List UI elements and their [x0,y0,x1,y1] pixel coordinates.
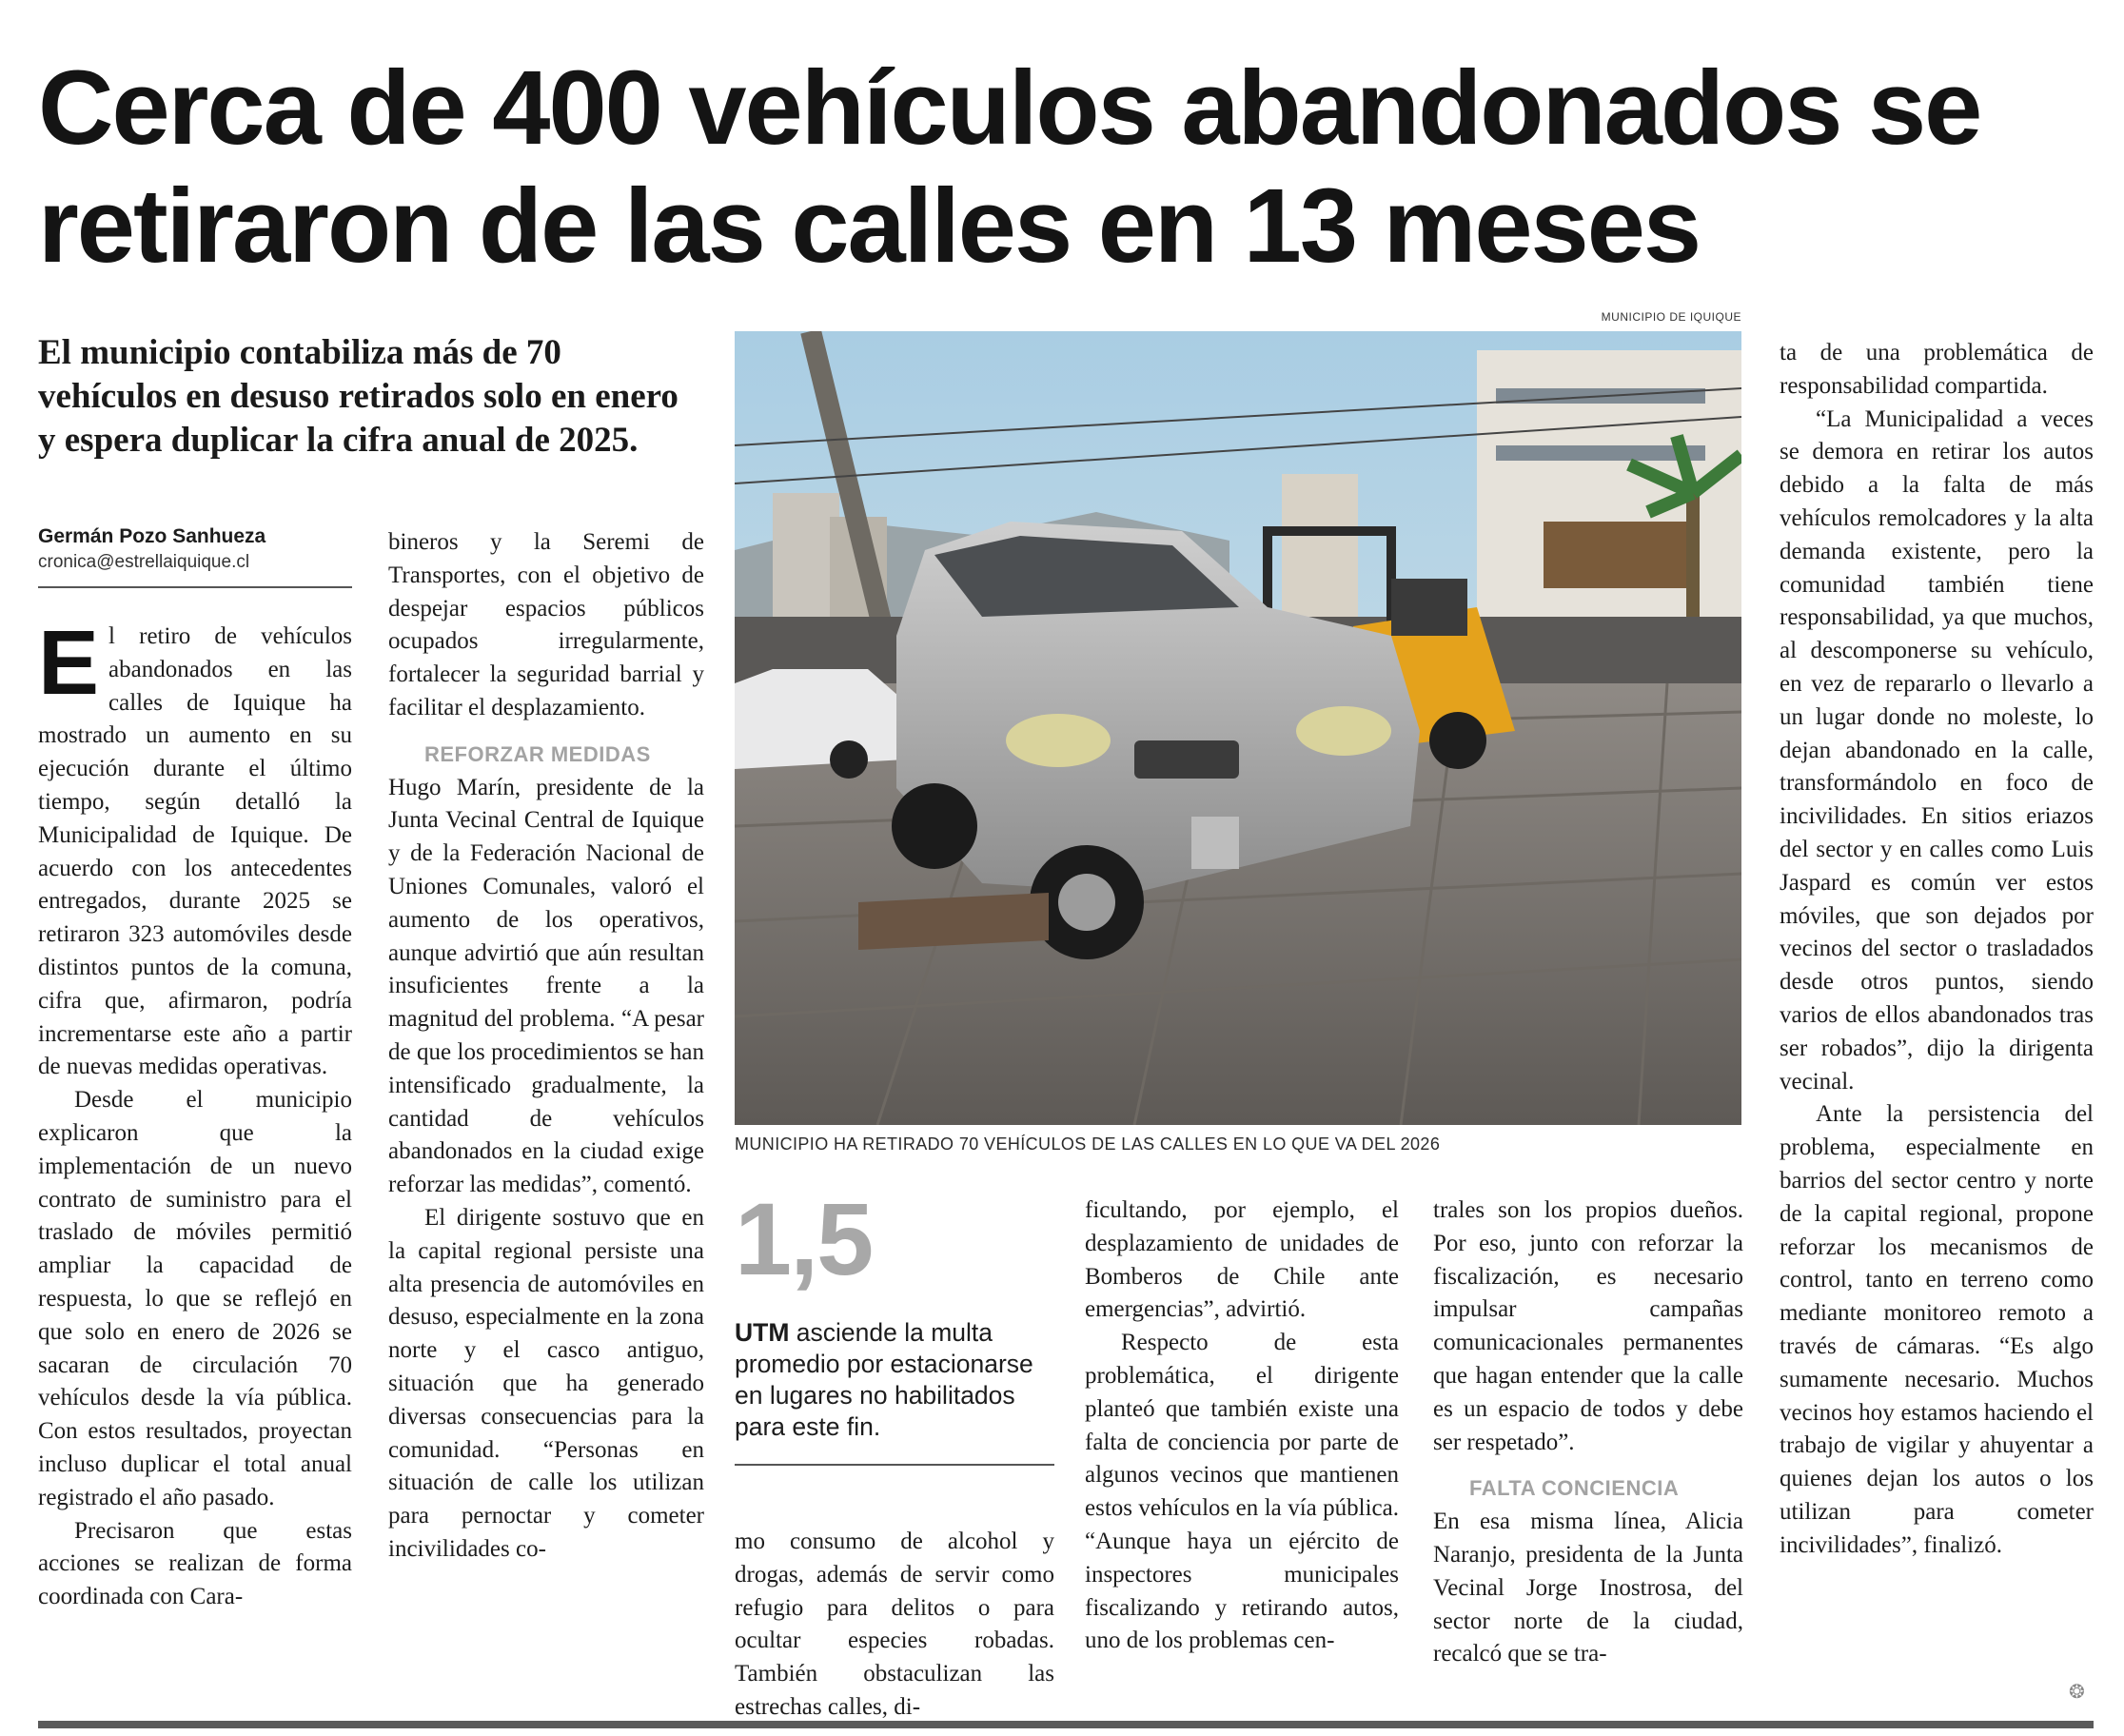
body-paragraph: ficultando, por ejemplo, el desplazamiento de unidades de Bomberos de Chile ante emergencias”, advirtió. [1085,1197,1399,1323]
subhead-reforzar: REFORZAR MEDIDAS [424,741,651,766]
bottom-rule [38,1721,2094,1728]
body-paragraph: trales son los propios dueños. Por eso, junto con reforzar la fiscalización, es necesario impulsar campañas comunicacionales permanentes que hagan entender que la calle es un espacio de todos y debe ser respetado”. [1433,1197,1743,1455]
body-paragraph: El retiro de vehículos abandonados en las calles de Iquique ha mostrado un aumento en su ejecución durante el último tiempo, según detalló la Municipalidad de Iquique. De acuerdo con los antecedentes entregados, durante 2025 se retiraron 323 automóviles desde distintos puntos de la comuna, cifra que, afirmaron, podría incrementarse este año a partir de nuevas medidas operativas. [38,612,352,1080]
photo-caption: MUNICIPIO HA RETIRADO 70 VEHÍCULOS DE LAS CALLES EN LO QUE VA DEL 2026 [735,1134,1441,1154]
body-paragraph: ta de una problemática de responsabilidad compartida. [1780,340,2094,399]
stat-text [735,1317,1054,1466]
body-paragraph: Hugo Marín, presidente de la Junta Vecinal Central de Iquique y de la Federación Nacional de Uniones Comunales, valoró el aumento de los operativos, aunque advirtió que aún resultan insuficientes frente a la magnitud del problema. “A pesar de que los procedimientos se han intensificado gradualmente, la cantidad de vehículos abandonados en la ciudad exige reforzar las medidas”, comentó. [388,774,704,1198]
body-paragraph: En esa misma línea, Alicia Naranjo, presidenta de la Junta Vecinal Jorge Inostrosa, del sector norte de la ciudad, recalcó que se tra- [1433,1509,1743,1667]
byline [38,523,352,588]
column-5 [1433,1194,1743,1671]
body-paragraph: Respecto de esta problemática, el dirigente planteó que también existe una falta de conciencia por parte de algunos vecinos que mantienen estos vehículos en la vía pública. “Aunque haya un ejército de inspectores municipales fiscalizando y retirando autos, uno de los problemas cen- [1085,1330,1399,1654]
stat-number: 1,5 [735,1181,873,1296]
column-3 [735,1526,1054,1725]
author-email: cronica@estrellaiquique.cl [38,552,250,572]
body-paragraph: Desde el municipio explicaron que la implementación de un nuevo contrato de suministro para el traslado de móviles permitió ampliar la capacidad de respuesta, lo que se reflejó en que solo en enero de 2026 se sacaran de circulación 70 vehículos desde la vía pública. Con estos resultados, proyectan incluso duplicar el total anual registrado el año pasado. [38,1087,352,1510]
deck: El municipio contabiliza más de 70 vehículos en desuso retirados solo en enero y espera duplicar la cifra anual de 2025. [38,333,678,460]
column-6 [1780,337,2094,1562]
body-paragraph: Precisaron que estas acciones se realizan de forma coordinada con Cara- [38,1517,352,1610]
stat-unit: UTM [735,1318,790,1347]
body-paragraph: Ante la persistencia del problema, especialmente en barrios del sector centro y norte de la capital regional, propone reforzar los mecanismos de control, tanto en terreno como mediante monitoreo remoto a través de cámaras. “Es algo sumamente necesario. Muchos vecinos hoy estamos haciendo el trabajo de vigilar y ahuyentar a quienes dejan los autos o los utilizan para cometer incivilidades”, finalizó. [1780,1101,2094,1558]
body-paragraph: mo consumo de alcohol y drogas, además de servir como refugio para delitos o para ocultar especies robadas. También obstaculizan las estrechas calles, di- [735,1529,1054,1720]
photo-illustration [735,331,1741,1125]
end-of-article-icon: ❂ [2069,1680,2085,1703]
author-name: Germán Pozo Sanhueza [38,525,266,547]
photo-credit: MUNICIPIO DE IQUIQUE [1601,310,1741,324]
body-paragraph: El dirigente sostuvo que en la capital regional persiste una alta presencia de automóviles en desuso, especialmente en la zona norte y el casco antiguo, situación que ha generado diversas consecuencias para la comunidad. “Personas en situación de calle los utilizan para pernoctar y cometer incivilidades co- [388,1204,704,1562]
headline: Cerca de 400 vehículos abandonados se retiraron de las calles en 13 meses [38,49,1981,285]
news-photo [735,331,1741,1125]
body-paragraph: “La Municipalidad a veces se demora en retirar los autos debido a la falta de más vehículos remolcadores y la alta demanda existente, pero la comunidad también tiene responsabilidad, ya que muchos, al descomponerse su vehículo, en vez de repararlo o llevarlo a un lugar donde no moleste, lo dejan abandonado en la calle, transformándolo en foco de incivilidades. En sitios eriazos del sector y en calles como Luis Jaspard es común ver estos móviles, que son dejados por vecinos del sector o trasladados desde otros puntos, siendo varios de ellos abandonados tras ser robados”, dijo la dirigenta vecinal. [1780,405,2094,1095]
body-paragraph: bineros y la Seremi de Transportes, con el objetivo de despejar espacios públicos ocupados irregularmente, fortalecer la seguridad barrial y facilitar el desplazamiento. [388,529,704,720]
subhead-falta-conciencia: FALTA CONCIENCIA [1469,1476,1680,1501]
stat-description: asciende la multa promedio por estacionarse en lugares no habilitados para este fin. [735,1318,1033,1441]
drop-cap: E [38,612,100,714]
column-1 [38,612,352,1614]
column-2 [388,526,704,1567]
column-4 [1085,1194,1399,1658]
